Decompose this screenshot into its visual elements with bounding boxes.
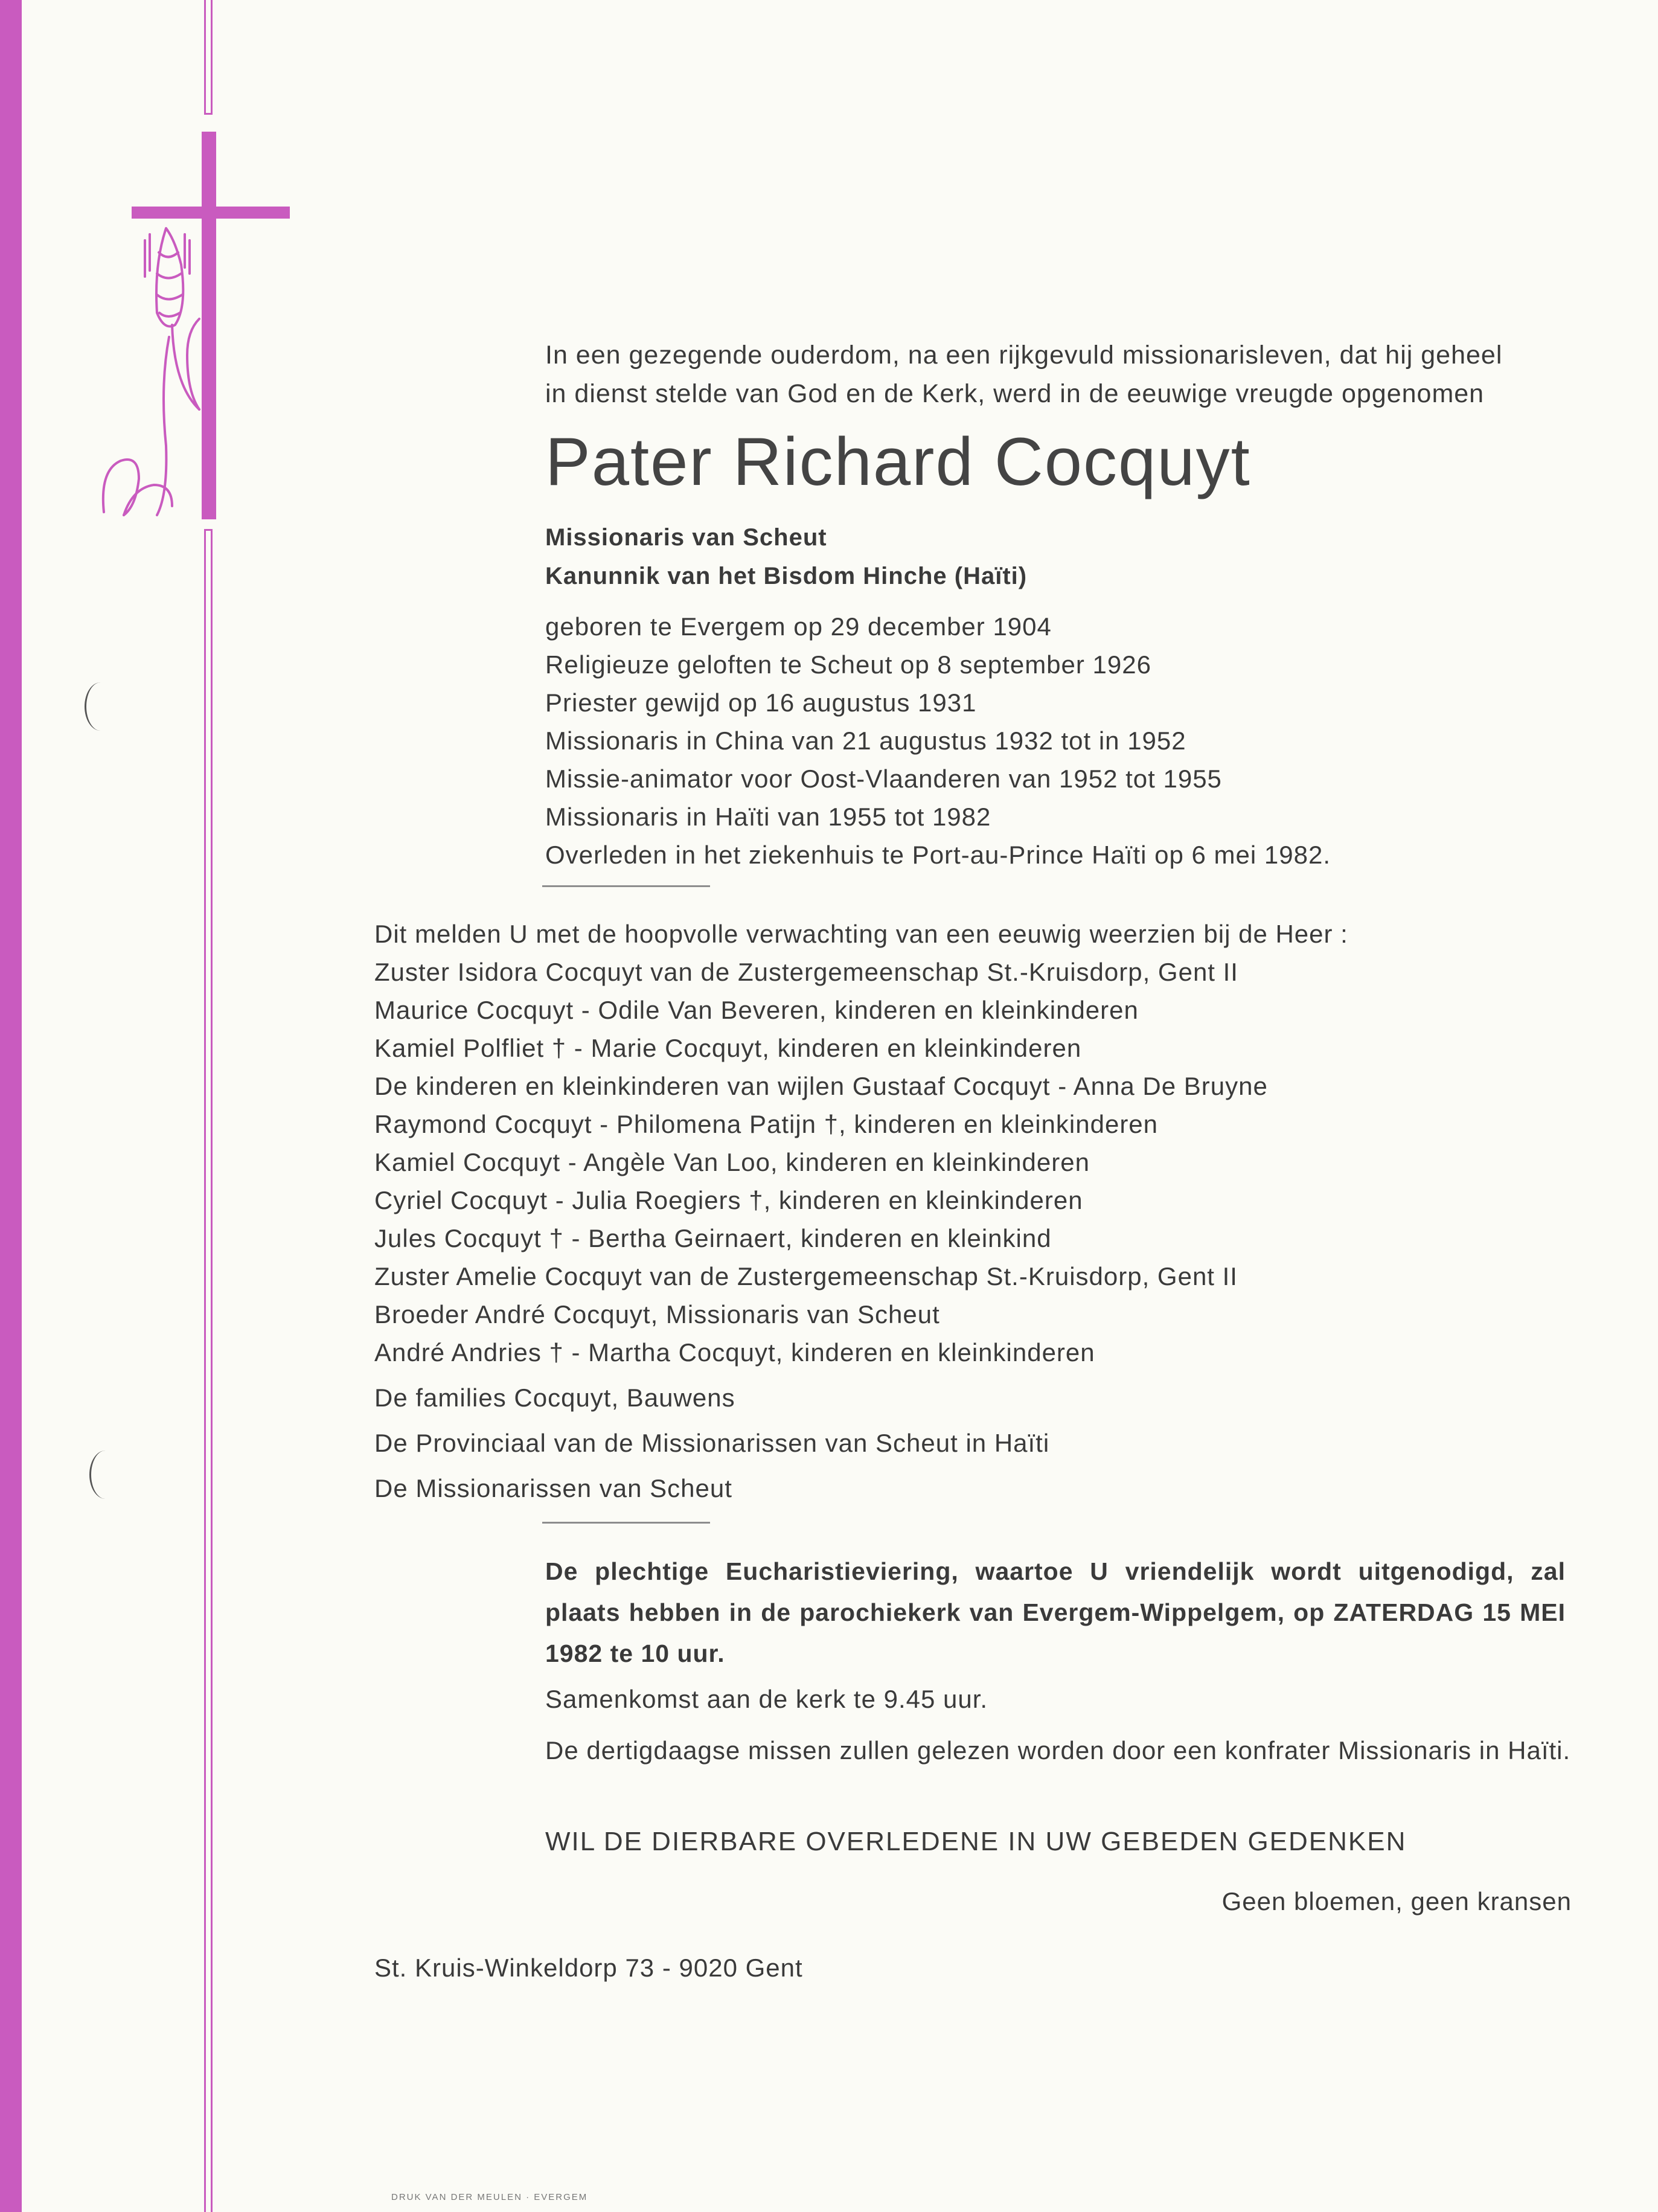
cross-with-wheat-icon xyxy=(97,132,296,519)
family-list xyxy=(374,915,1348,1507)
separator-rule xyxy=(542,885,710,887)
biography xyxy=(545,607,1331,874)
intro-text xyxy=(545,336,1584,413)
biography-line: Religieuze geloften te Scheut op 8 september 1926 xyxy=(545,650,1151,679)
family-line: Kamiel Polfliet † - Marie Cocquyt, kinderen en kleinkinderen xyxy=(374,1034,1082,1062)
biography-line: Overleden in het ziekenhuis te Port-au-Prince Haïti op 6 mei 1982. xyxy=(545,841,1331,869)
family-line: Maurice Cocquyt - Odile Van Beveren, kinderen en kleinkinderen xyxy=(374,996,1139,1024)
family-line: Kamiel Cocquyt - Angèle Van Loo, kinderen en kleinkinderen xyxy=(374,1148,1090,1176)
family-line: Cyriel Cocquyt - Julia Roegiers †, kinderen en kleinkinderen xyxy=(374,1186,1083,1214)
intro-line: in dienst stelde van God en de Kerk, werd in de eeuwige vreugde opgenomen xyxy=(545,379,1485,408)
title-line: Kanunnik van het Bisdom Hinche (Haïti) xyxy=(545,563,1028,589)
address: St. Kruis-Winkeldorp 73 - 9020 Gent xyxy=(374,1954,803,1982)
title-line: Missionaris van Scheut xyxy=(545,524,827,551)
masses-text: De dertigdaagse missen zullen gelezen worden door een konfrater Missionaris in Haïti. xyxy=(545,1736,1571,1765)
margin-bottom-rule xyxy=(204,529,213,2212)
biography-line: Missie-animator voor Oost-Vlaanderen van 1952 tot 1955 xyxy=(545,765,1222,793)
family-line: André Andries † - Martha Cocquyt, kinderen en kleinkinderen xyxy=(374,1338,1095,1367)
margin-top-rule xyxy=(204,0,213,115)
family-line: Jules Cocquyt † - Bertha Geirnaert, kinderen en kleinkind xyxy=(374,1224,1052,1252)
family-line: Zuster Isidora Cocquyt van de Zustergemeenschap St.-Kruisdorp, Gent II xyxy=(374,958,1238,986)
printer-credit: DRUK VAN DER MEULEN · EVERGEM xyxy=(391,2192,588,2202)
family-line: Zuster Amelie Cocquyt van de Zustergemeenschap St.-Kruisdorp, Gent II xyxy=(374,1262,1238,1290)
family-line: De Provinciaal van de Missionarissen van Scheut in Haïti xyxy=(374,1429,1050,1457)
biography-line: geboren te Evergem op 29 december 1904 xyxy=(545,612,1052,641)
biography-line: Missionaris in China van 21 augustus 1932 tot in 1952 xyxy=(545,726,1186,755)
cross-horizontal-bar xyxy=(132,207,290,219)
family-line: Raymond Cocquyt - Philomena Patijn †, kinderen en kleinkinderen xyxy=(374,1110,1159,1138)
binder-hole-mark xyxy=(89,1451,121,1499)
family-line: Broeder André Cocquyt, Missionaris van Scheut xyxy=(374,1300,940,1329)
binder-hole-mark xyxy=(85,682,117,731)
no-flowers-note: Geen bloemen, geen kransen xyxy=(1221,1887,1572,1915)
biography-line: Priester gewijd op 16 augustus 1931 xyxy=(545,688,977,717)
family-line: De families Cocquyt, Bauwens xyxy=(374,1383,735,1412)
cross-vertical-bar xyxy=(202,132,216,519)
biography-line: Missionaris in Haïti van 1955 tot 1982 xyxy=(545,803,991,831)
deceased-name: Pater Richard Cocquyt xyxy=(545,424,1251,499)
family-line: De kinderen en kleinkinderen van wijlen Gustaaf Cocquyt - Anna De Bruyne xyxy=(374,1072,1268,1100)
titles xyxy=(545,518,1027,595)
margin-edge-bar xyxy=(0,0,22,2212)
separator-rule xyxy=(542,1522,710,1524)
prayer-request: WIL DE DIERBARE OVERLEDENE IN UW GEBEDEN GEDENKEN xyxy=(545,1827,1407,1856)
gathering-text: Samenkomst aan de kerk te 9.45 uur. xyxy=(545,1685,988,1713)
intro-line: In een gezegende ouderdom, na een rijkgevuld missionarisleven, dat hij geheel xyxy=(545,341,1503,370)
announcement: Dit melden U met de hoopvolle verwachting van een eeuwig weerzien bij de Heer : xyxy=(374,920,1348,948)
service-details: De plechtige Eucharistieviering, waartoe U vriendelijk wordt uitgenodigd, zal plaats hebben in de parochiekerk van Evergem-Wippelgem, op ZATERDAG 15 MEI 1982 te 10 uur. xyxy=(545,1557,1566,1667)
family-line: De Missionarissen van Scheut xyxy=(374,1474,732,1502)
wheat-ear xyxy=(103,228,199,515)
